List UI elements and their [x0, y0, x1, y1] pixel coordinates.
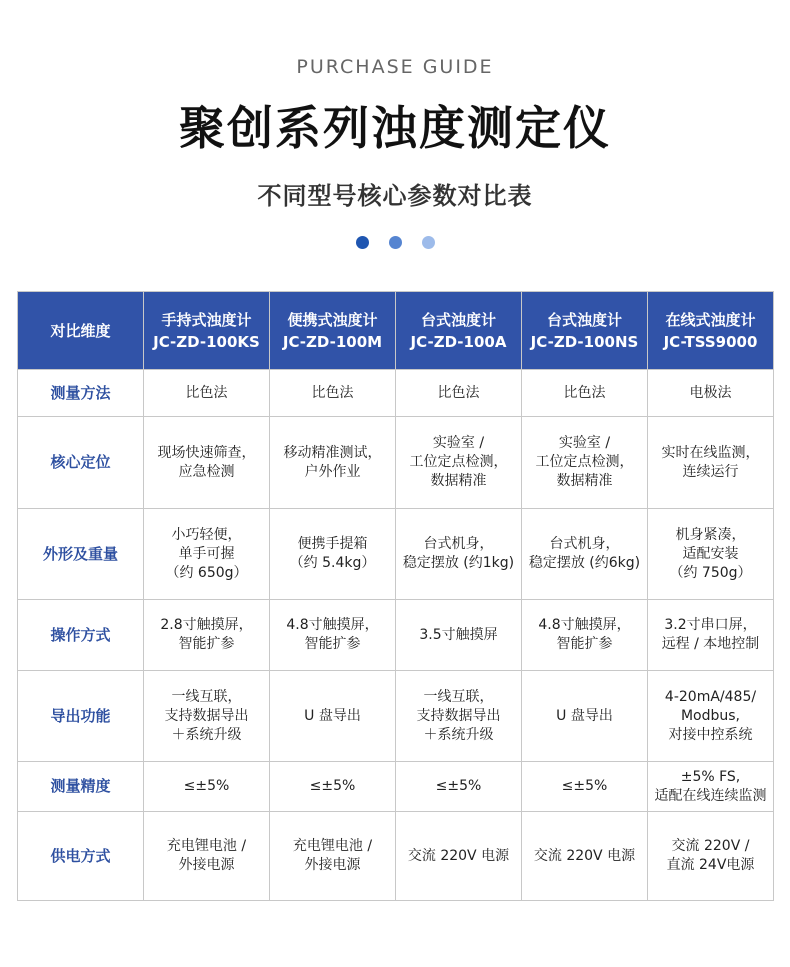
- column-name: 便携式浊度计: [287, 310, 378, 329]
- row-label: 导出功能: [18, 671, 144, 762]
- table-cell: 机身紧凑， 适配安装 （约 750g）: [648, 509, 774, 600]
- table-cell: 实验室 / 工位定点检测， 数据精准: [396, 417, 522, 509]
- column-header: [396, 292, 522, 370]
- column-header: [522, 292, 648, 370]
- page-subtitle: 不同型号核心参数对比表: [257, 182, 533, 210]
- column-name: 手持式浊度计: [161, 310, 252, 329]
- table-cell: 台式机身， 稳定摆放 (约6kg): [522, 509, 648, 600]
- section-en-label: PURCHASE GUIDE: [296, 56, 494, 78]
- column-name: 台式浊度计: [420, 310, 496, 329]
- table-cell: 4-20mA/485/ Modbus, 对接中控系统: [648, 671, 774, 762]
- table-row: [18, 812, 774, 901]
- column-model: JC-ZD-100M: [282, 332, 383, 351]
- row-label: 外形及重量: [18, 509, 144, 600]
- corner-header: 对比维度: [18, 292, 144, 370]
- table-row: [18, 417, 774, 509]
- table-cell: ≤±5%: [270, 762, 396, 812]
- column-header: [270, 292, 396, 370]
- table-cell: ≤±5%: [144, 762, 270, 812]
- page-title: 聚创系列浊度测定仪: [179, 101, 611, 155]
- dot-light: [422, 236, 435, 249]
- column-name: 在线式浊度计: [665, 310, 756, 329]
- table-cell: 比色法: [522, 370, 648, 417]
- row-label: 供电方式: [18, 812, 144, 901]
- row-label: 操作方式: [18, 600, 144, 671]
- table-cell: 一线互联， 支持数据导出 ＋系统升级: [396, 671, 522, 762]
- column-model: JC-ZD-100KS: [153, 332, 260, 351]
- comparison-table: [17, 291, 774, 901]
- table-row: [18, 671, 774, 762]
- table-cell: U 盘导出: [270, 671, 396, 762]
- table-cell: ≤±5%: [522, 762, 648, 812]
- table-row: [18, 509, 774, 600]
- column-model: JC-ZD-100NS: [530, 332, 639, 351]
- table-cell: 充电锂电池 / 外接电源: [270, 812, 396, 901]
- column-header: [144, 292, 270, 370]
- table-cell: 2.8寸触摸屏， 智能扩参: [144, 600, 270, 671]
- table-cell: 电极法: [648, 370, 774, 417]
- table-cell: 实时在线监测， 连续运行: [648, 417, 774, 509]
- column-model: JC-ZD-100A: [410, 332, 507, 351]
- column-header: [648, 292, 774, 370]
- dot-medium: [389, 236, 402, 249]
- table-cell: 移动精准测试， 户外作业: [270, 417, 396, 509]
- row-label: 测量精度: [18, 762, 144, 812]
- table-row: [18, 370, 774, 417]
- dot-dark: [356, 236, 369, 249]
- table-cell: ±5% FS, 适配在线连续监测: [648, 762, 774, 812]
- table-cell: 交流 220V / 直流 24V电源: [648, 812, 774, 901]
- row-label: 测量方法: [18, 370, 144, 417]
- table-cell: 比色法: [270, 370, 396, 417]
- row-label: 核心定位: [18, 417, 144, 509]
- table-cell: 现场快速筛查， 应急检测: [144, 417, 270, 509]
- table-cell: ≤±5%: [396, 762, 522, 812]
- table-cell: U 盘导出: [522, 671, 648, 762]
- column-name: 台式浊度计: [546, 310, 622, 329]
- table-cell: 4.8寸触摸屏， 智能扩参: [270, 600, 396, 671]
- column-model: JC-TSS9000: [663, 332, 758, 351]
- table-header-row: [18, 292, 774, 370]
- table-cell: 比色法: [144, 370, 270, 417]
- decorative-dots: [0, 236, 790, 249]
- table-cell: 交流 220V 电源: [396, 812, 522, 901]
- table-cell: 4.8寸触摸屏， 智能扩参: [522, 600, 648, 671]
- table-cell: 小巧轻便， 单手可握 （约 650g）: [144, 509, 270, 600]
- table-row: [18, 762, 774, 812]
- table-cell: 3.5寸触摸屏: [396, 600, 522, 671]
- table-cell: 比色法: [396, 370, 522, 417]
- table-row: [18, 600, 774, 671]
- table-cell: 交流 220V 电源: [522, 812, 648, 901]
- table-cell: 实验室 / 工位定点检测， 数据精准: [522, 417, 648, 509]
- table-cell: 一线互联， 支持数据导出 ＋系统升级: [144, 671, 270, 762]
- table-cell: 充电锂电池 / 外接电源: [144, 812, 270, 901]
- table-cell: 便携手提箱 （约 5.4kg）: [270, 509, 396, 600]
- table-cell: 台式机身， 稳定摆放 (约1kg): [396, 509, 522, 600]
- table-cell: 3.2寸串口屏， 远程 / 本地控制: [648, 600, 774, 671]
